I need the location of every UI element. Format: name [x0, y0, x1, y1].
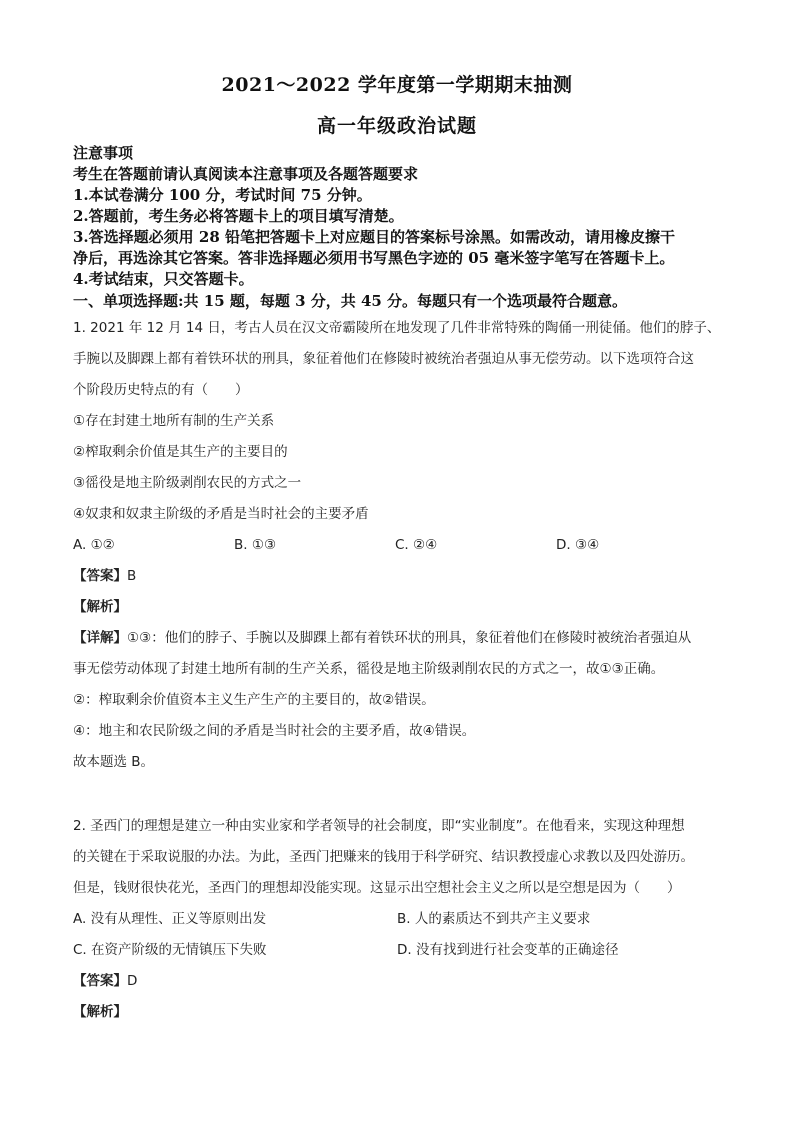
analysis-line: [73, 592, 723, 623]
option-d: D. 没有找到进行社会变革的正确途径: [397, 942, 619, 958]
notice-heading: 注意事项: [73, 144, 134, 162]
statement-item: ③徭役是地主阶级剥削农民的方式之一: [73, 475, 302, 491]
option-a: A. ①②: [73, 537, 115, 553]
answer-options: [73, 904, 723, 935]
statement-item: ④奴隶和奴隶主阶级的矛盾是当时社会的主要矛盾: [73, 506, 369, 522]
statement-item: ①存在封建土地所有制的生产关系: [73, 413, 275, 429]
detail-label: 【详解】: [73, 630, 127, 646]
detail-text: ①③：他们的脖子、手腕以及脚踝上都有着铁环状的刑具，象征着他们在修陵时被统治者强迫从: [127, 630, 692, 646]
notice-line: 净后，再选涂其它答案。答非选择题必须用书写黑色字迹的 05 毫米签字笔写在答题卡上。: [73, 249, 675, 267]
notice-line: 1.本试卷满分 100 分，考试时间 75 分钟。: [73, 186, 372, 204]
answer-label: 【答案】: [73, 568, 127, 584]
notice-line: 3.答选择题必须用 28 铅笔把答题卡上对应题目的答案标号涂黑。如需改动，请用橡皮擦干: [73, 228, 675, 246]
answer-options: [73, 935, 723, 966]
analysis-line: [73, 997, 723, 1028]
question-stem-line: 手腕以及脚踝上都有着铁环状的刑具，象征着他们在修陵时被统治者强迫从事无偿劳动。以下选项符合这: [73, 351, 694, 367]
question-stem-line: 的关键在于采取说服的办法。为此，圣西门把赚来的钱用于科学研究、结识教授虚心求教以及四处游历。: [73, 849, 694, 865]
exam-title: 2021～2022 学年度第一学期期末抽测: [221, 74, 573, 96]
answer-value: B: [127, 568, 137, 584]
notice-line: 2.答题前，考生务必将答题卡上的项目填写清楚。: [73, 207, 404, 225]
question-stem-line: 但是，钱财很快花光，圣西门的理想却没能实现。这显示出空想社会主义之所以是空想是因为（ ）: [73, 880, 681, 896]
analysis-label: 【解析】: [73, 599, 127, 615]
answer-label: 【答案】: [73, 973, 127, 989]
option-c: C. ②④: [395, 537, 438, 553]
question-2: [73, 811, 723, 1028]
answer-line: [73, 561, 723, 592]
detail-line: ②：榨取剩余价值资本主义生产生产的主要目的，故②错误。: [73, 692, 435, 708]
question-1: [73, 313, 723, 778]
question-stem-line: 个阶段历史特点的有（ ）: [73, 382, 249, 398]
answer-options: [73, 530, 723, 561]
option-c: C. 在资产阶级的无情镇压下失败: [73, 942, 267, 958]
notice-block: [73, 143, 733, 290]
option-b: B. ①③: [234, 537, 277, 553]
notice-line: 考生在答题前请认真阅读本注意事项及各题答题要求: [73, 165, 419, 183]
option-d: D. ③④: [556, 537, 600, 553]
detail-line: 事无偿劳动体现了封建土地所有制的生产关系，徭役是地主阶级剥削农民的方式之一，故①③正确。: [73, 661, 665, 677]
detail-line: 故本题选 B。: [73, 754, 155, 770]
question-stem-line: 1. 2021 年 12 月 14 日，考古人员在汉文帝霸陵所在地发现了几件非常特殊的陶俑一刑徒俑。他们的脖子、: [73, 320, 721, 336]
notice-line: 4.考试结束，只交答题卡。: [73, 270, 254, 288]
answer-value: D: [127, 973, 138, 989]
option-b: B. 人的素质达不到共产主义要求: [397, 911, 591, 927]
analysis-label: 【解析】: [73, 1004, 127, 1020]
option-a: A. 没有从理性、正义等原则出发: [73, 911, 267, 927]
section-heading: 一、单项选择题:共 15 题，每题 3 分，共 45 分。每题只有一个选项最符合题意。: [73, 292, 628, 310]
exam-subtitle: 高一年级政治试题: [316, 115, 477, 137]
detail-line: [73, 623, 723, 654]
detail-line: ④：地主和农民阶级之间的矛盾是当时社会的主要矛盾，故④错误。: [73, 723, 476, 739]
answer-line: [73, 966, 723, 997]
statement-item: ②榨取剩余价值是其生产的主要目的: [73, 444, 288, 460]
question-stem-line: 2. 圣西门的理想是建立一种由实业家和学者领导的社会制度，即“实业制度”。在他看来，实现这种理想: [73, 818, 685, 834]
